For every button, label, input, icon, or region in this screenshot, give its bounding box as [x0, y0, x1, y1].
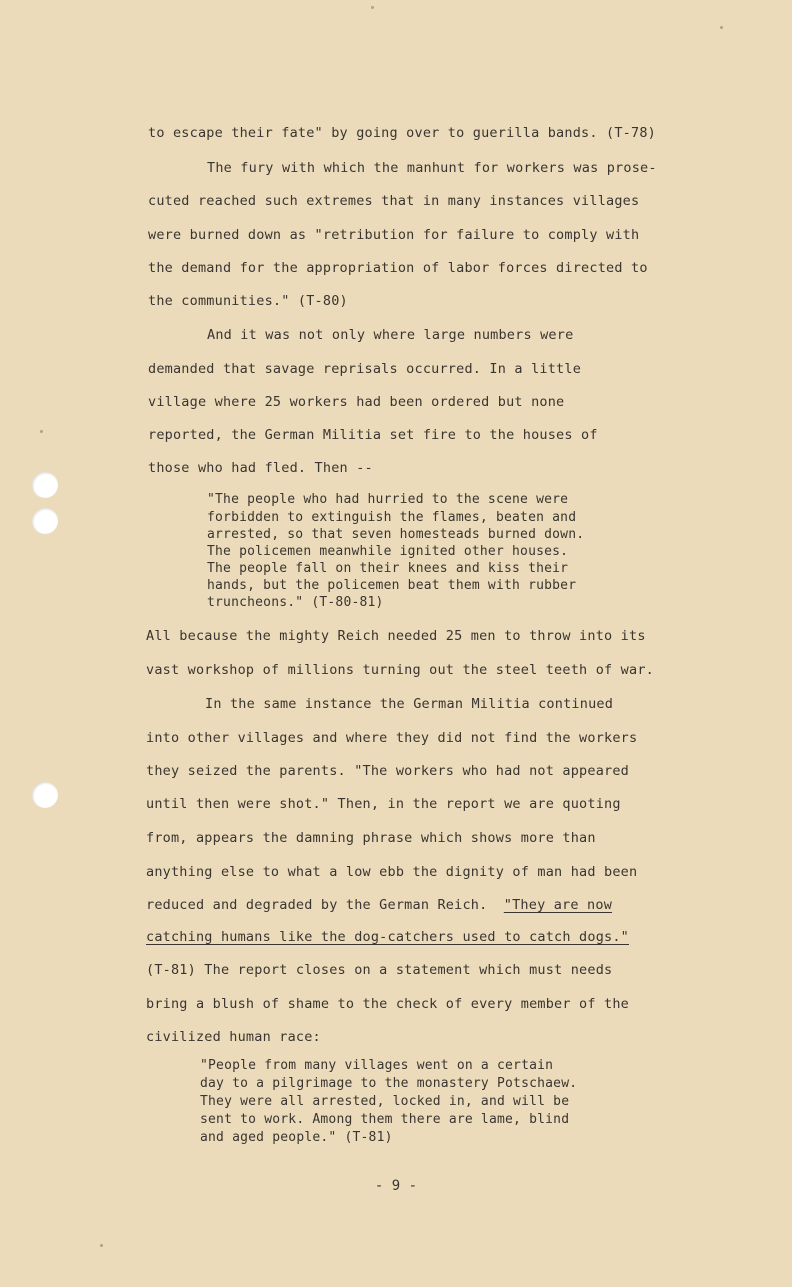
- paper-speck: [40, 430, 43, 433]
- text-line: civilized human race:: [146, 1029, 321, 1045]
- text-line: until then were shot." Then, in the report we are quoting: [146, 796, 621, 812]
- text-line: anything else to what a low ebb the dignity of man had been: [146, 864, 638, 880]
- text-line: the communities." (T-80): [148, 293, 348, 309]
- text-line: were burned down as "retribution for failure to comply with: [148, 227, 640, 243]
- text-line: those who had fled. Then --: [148, 460, 373, 476]
- quote-line: The people fall on their knees and kiss their: [207, 561, 569, 576]
- page-number: - 9 -: [374, 1178, 418, 1194]
- text-line: [146, 897, 612, 913]
- text-line: the demand for the appropriation of labor forces directed to: [148, 260, 648, 276]
- quote-line: The policemen meanwhile ignited other houses.: [207, 544, 569, 559]
- text-line: (T-81) The report closes on a statement which must needs: [146, 962, 613, 978]
- underlined-phrase: "They are now: [503, 897, 613, 913]
- text-line: to escape their fate" by going over to guerilla bands. (T-78): [148, 125, 656, 141]
- punch-hole-bottom: [32, 782, 58, 808]
- quote-line: hands, but the policemen beat them with rubber: [207, 578, 577, 593]
- quote-line: truncheons." (T-80-81): [207, 595, 384, 610]
- text-line: they seized the parents. "The workers who had not appeared: [146, 763, 630, 779]
- quote-line: and aged people." (T-81): [200, 1130, 393, 1145]
- quote-line: arrested, so that seven homesteads burned down.: [207, 527, 585, 542]
- quote-line: forbidden to extinguish the flames, beaten and: [207, 510, 577, 525]
- text-line: And it was not only where large numbers were: [207, 327, 574, 343]
- paper-speck: [100, 1244, 103, 1247]
- quote-line: "The people who had hurried to the scene were: [207, 492, 569, 507]
- text-line: reported, the German Militia set fire to the houses of: [148, 427, 598, 443]
- text-line: bring a blush of shame to the check of every member of the: [146, 996, 630, 1012]
- text-line: In the same instance the German Militia continued: [205, 696, 614, 712]
- quote-line: day to a pilgrimage to the monastery Potschaew.: [200, 1076, 578, 1091]
- punch-hole-middle: [32, 508, 58, 534]
- underlined-phrase-line: catching humans like the dog-catchers used to catch dogs.": [146, 929, 630, 945]
- quote-line: sent to work. Among them there are lame, blind: [200, 1112, 570, 1127]
- text-line: vast workshop of millions turning out the steel teeth of war.: [146, 662, 654, 678]
- quote-line: "People from many villages went on a certain: [200, 1058, 554, 1073]
- paper-speck: [371, 6, 374, 9]
- paper-speck: [720, 26, 723, 29]
- punch-hole-top: [32, 472, 58, 498]
- text-line: village where 25 workers had been ordered but none: [148, 394, 565, 410]
- quote-line: They were all arrested, locked in, and will be: [200, 1094, 570, 1109]
- text-line: from, appears the damning phrase which shows more than: [146, 830, 596, 846]
- text-line: The fury with which the manhunt for workers was prose-: [207, 160, 657, 176]
- text-line: demanded that savage reprisals occurred. In a little: [148, 361, 582, 377]
- text-segment: reduced and degraded by the German Reich.: [146, 897, 488, 913]
- text-line: cuted reached such extremes that in many instances villages: [148, 193, 640, 209]
- text-line: All because the mighty Reich needed 25 men to throw into its: [146, 628, 646, 644]
- text-line: into other villages and where they did not find the workers: [146, 730, 638, 746]
